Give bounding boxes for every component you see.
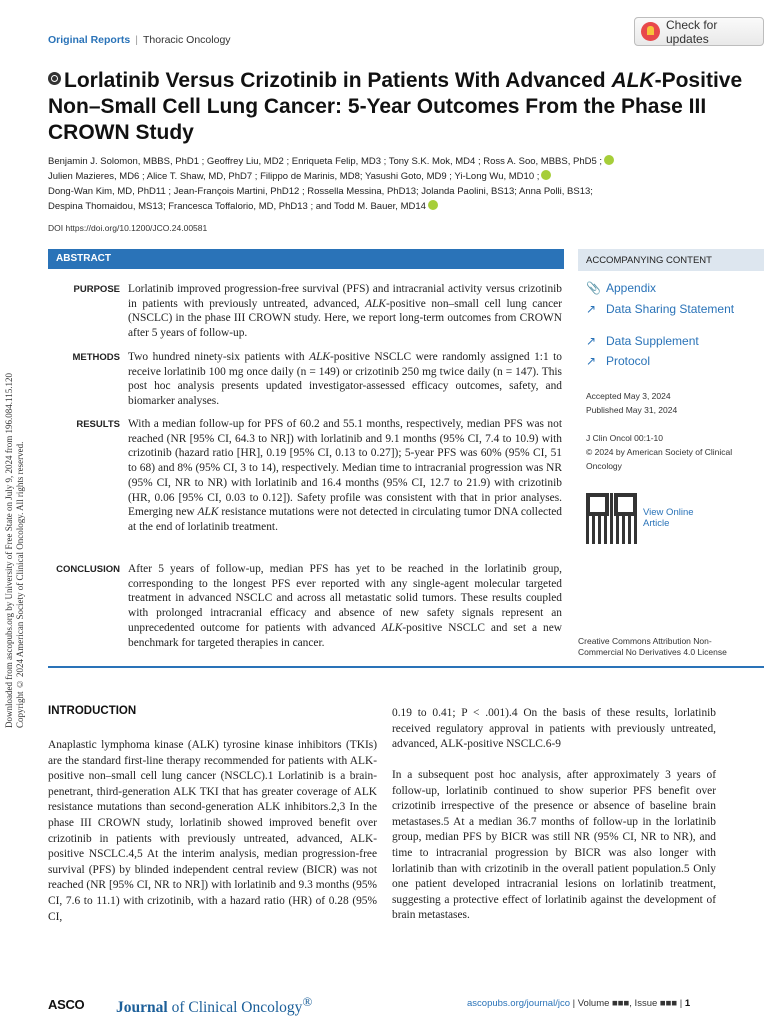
external-link-icon: ↗ [586, 334, 597, 348]
article-title: Lorlatinib Versus Crizotinib in Patients With Advanced ALK-Positive Non–Small Cell Lung Cancer: 5-Year Outcomes From the Phase III CROWN Study [48, 69, 743, 144]
orcid-icon[interactable] [541, 170, 551, 180]
author-list [48, 154, 668, 214]
open-access-icon [48, 72, 61, 85]
external-link-icon: ↗ [586, 302, 597, 316]
license-text: Creative Commons Attribution Non-Commercial No Derivatives 4.0 License [578, 636, 727, 657]
intro-right-paragraph: In a subsequent post hoc analysis, after approximately 3 years of follow-up, lorlatinib continued to show superior PFS benefit over crizotinib irrespective of the presence or absence of baseline brain metastases.5 At a median 36.7 months of follow-up in the lorlatinib group, median PFS by BICR was still NR (95% CI, NR to NR), and time to intracranial progression by BICR was also longer with lorlatinib than with crizotinib in the overall patient population.5 Only one patient developed intracranial lesions on lorlatinib treatment, suggesting a protective effect of lorlatinib against the development of brain metastases. [392, 769, 716, 922]
doi-link[interactable]: DOI https://doi.org/10.1200/JCO.24.00581 [48, 223, 208, 233]
crossmark-icon [641, 22, 660, 41]
asco-logo[interactable]: ASCO [48, 997, 85, 1012]
check-for-updates-button[interactable]: Check for updates [634, 17, 764, 46]
qr-code-icon[interactable] [586, 493, 637, 544]
abstract-heading: ABSTRACT [48, 249, 564, 269]
author-line: Benjamin J. Solomon, MBBS, PhD1 ; Geoffrey Liu, MD2 ; Enriqueta Felip, MD3 ; Tony S.K. Mok, MD4 ; Ross A. Soo, MBBS, PhD5 ; [48, 154, 668, 169]
section-breadcrumb: Original Reports | Thoracic Oncology [48, 34, 231, 46]
author-line: Julien Mazieres, MD6 ; Alice T. Shaw, MD, PhD7 ; Filippo de Marinis, MD8; Yasushi Goto, MD9 ; Yi-Long Wu, MD10 ; [48, 169, 668, 184]
paperclip-icon: 📎 [586, 281, 601, 295]
subsection-label: Thoracic Oncology [143, 34, 231, 46]
intro-left-paragraph: Anaplastic lymphoma kinase (ALK) tyrosine kinase inhibitors (TKIs) are the standard first-line therapy recommended for patients with ALK-positive non–small cell lung cancer (NSCLC).1 Lorlatinib is a brain-penetrant, third-generation ALK TKI that has greater coverage of ALK resistance mutations than second-generation ALK inhibitors.2,3 In the phase III CROWN study, lorlatinib showed improved benefit over crizotinib in patients with previously untreated, advanced, ALK-positive NSCLC.4,5 At the interim analysis, median progression-free survival (PFS) by blinded independent central review (BICR) was not reached (NR [95% CI, NR to NR]) with lorlatinib and 9.3 months (95% CI, 7.6 to 11.1) with crizotinib, with a hazard ratio (HR) of 0.28 (95% CI, [48, 739, 377, 923]
abstract-divider [48, 666, 764, 668]
external-link-icon: ↗ [586, 354, 597, 368]
footer-info: ascopubs.org/journal/jco | Volume ■■■, Issue ■■■ | 1 [467, 998, 691, 1009]
orcid-icon[interactable] [428, 200, 438, 210]
accompanying-content-heading: ACCOMPANYING CONTENT [578, 249, 764, 271]
introduction-heading: INTRODUCTION [48, 705, 137, 717]
article-dates: Accepted May 3, 2024 Published May 31, 2024 [586, 391, 678, 415]
view-online-link[interactable]: View Online Article [643, 507, 694, 529]
journal-logo[interactable]: Journal of Clinical Oncology® [116, 994, 313, 1017]
section-link[interactable]: Original Reports [48, 34, 131, 46]
author-line: Despina Thomaidou, MS13; Francesca Toffalorio, MD, PhD13 ; and Todd M. Bauer, MD14 [48, 199, 668, 214]
journal-url-link[interactable]: ascopubs.org/journal/jco [467, 998, 570, 1009]
citation-info: J Clin Oncol 00:1-10 © 2024 by American Society of Clinical Oncology [586, 433, 733, 471]
author-line: Dong-Wan Kim, MD, PhD11 ; Jean-François Martini, PhD12 ; Rossella Messina, PhD13; Jolanda Paolini, BS13; Anna Polli, BS13; [48, 186, 593, 197]
intro-right-paragraph: 0.19 to 0.41; P < .001).4 On the basis of these results, lorlatinib received regulatory approval in patients with previously untreated, advanced, ALK-positive NSCLC.6-9 [392, 707, 716, 751]
orcid-icon[interactable] [604, 155, 614, 165]
download-notice: Downloaded from ascopubs.org by University of Free State on July 9, 2024 from 196.084.115.120 Copyright © 2024 American Society of Clinical Oncology. All rights reserved. [4, 373, 25, 728]
page-number: 1 [684, 998, 691, 1009]
